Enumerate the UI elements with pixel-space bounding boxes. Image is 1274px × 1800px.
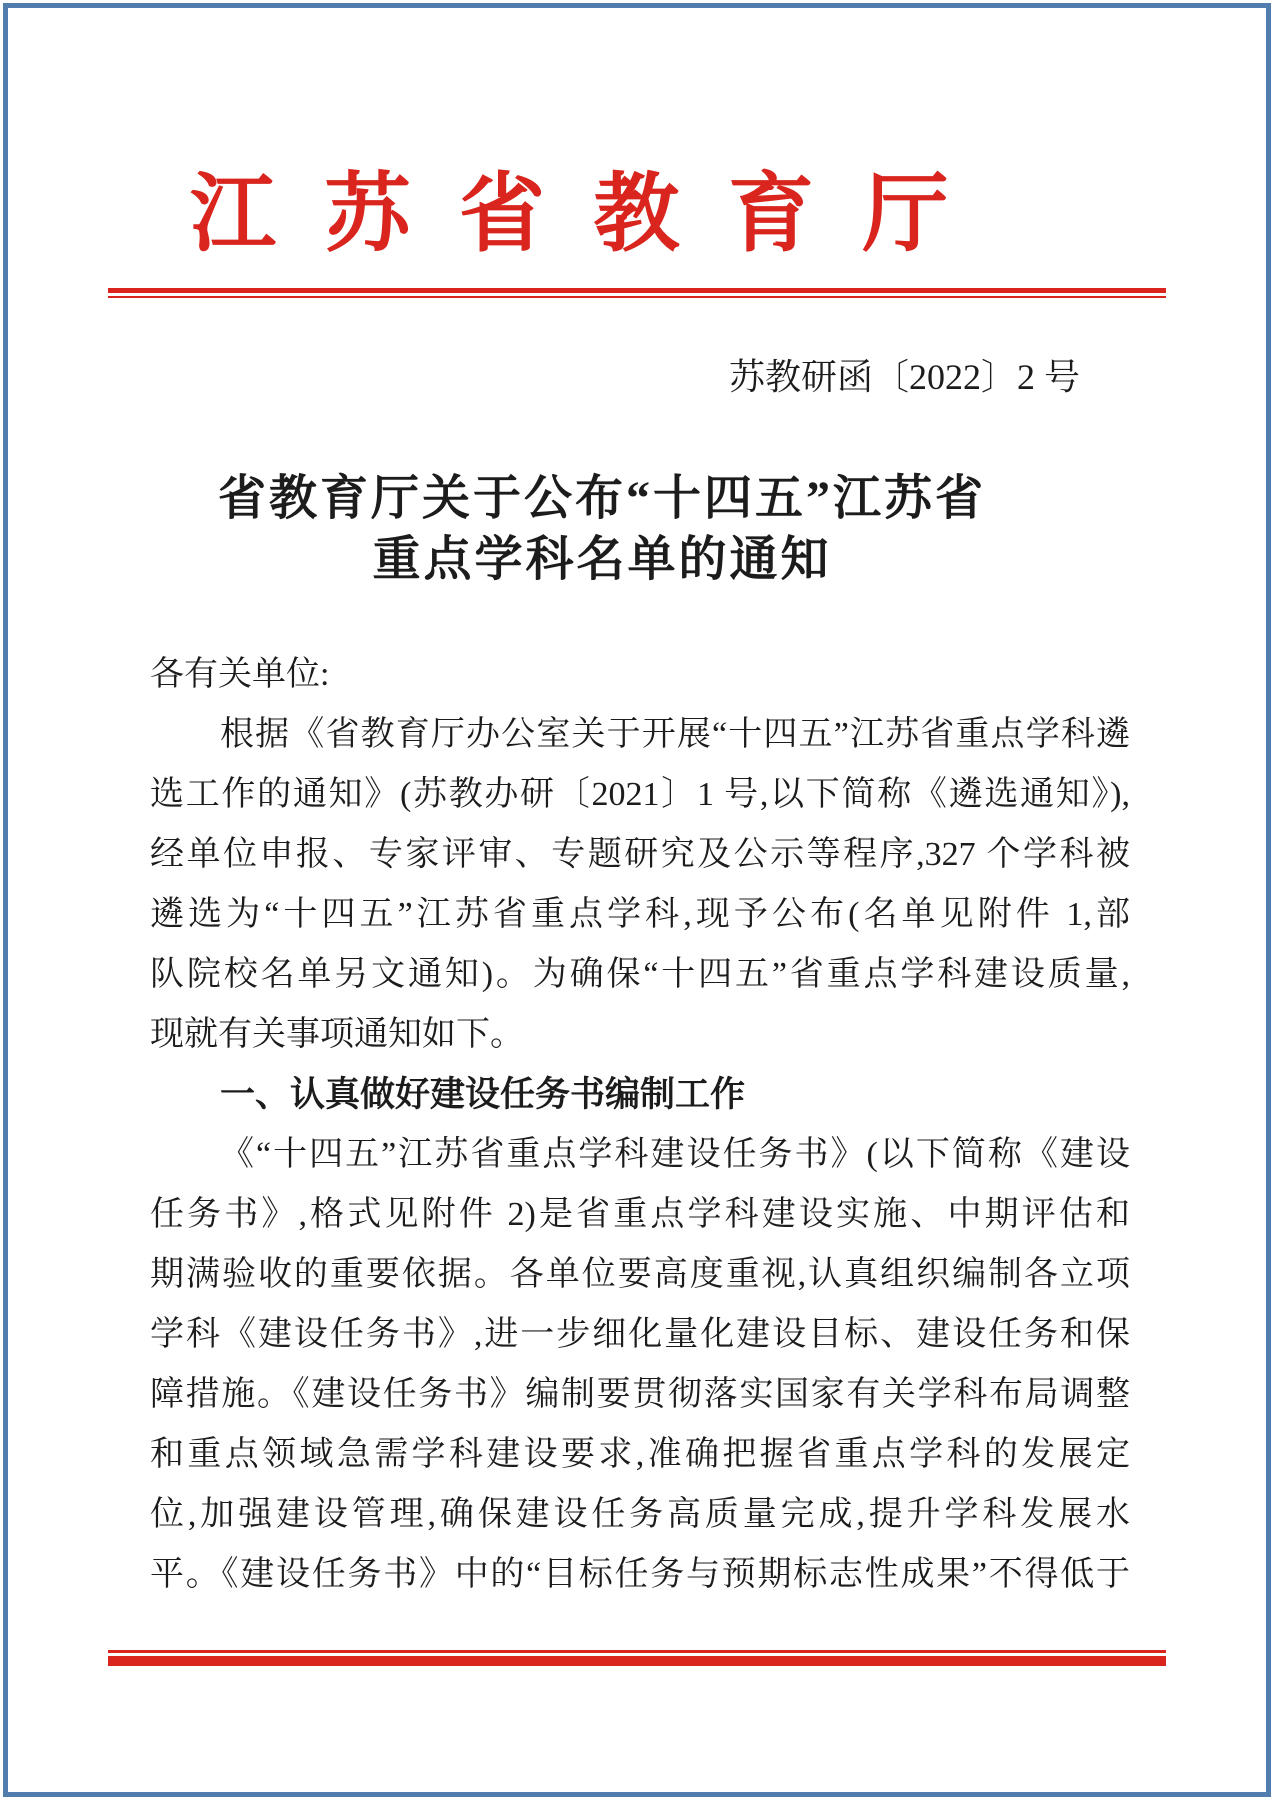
paragraph2-line: 学科《建设任务书》,进一步细化量化建设目标、建设任务和保 [150, 1316, 1130, 1353]
paragraph1-line: 经单位申报、专家评审、专题研究及公示等程序,327 个学科被 [150, 836, 1130, 873]
rule-thin-line [108, 296, 1166, 298]
document-title [0, 468, 1204, 590]
paragraph2-line: 和重点领域急需学科建设要求,准确把握省重点学科的发展定 [150, 1436, 1130, 1473]
paragraph2-line: 期满验收的重要依据。各单位要高度重视,认真组织编制各立项 [150, 1256, 1130, 1293]
document-number: 苏教研函〔2022〕2 号 [728, 357, 1080, 397]
paragraph2-line: 平。《建设任务书》中的“目标任务与预期标志性成果”不得低于 [150, 1556, 1130, 1593]
section-heading-1: 一、认真做好建设任务书编制工作 [220, 1075, 746, 1114]
letterhead-org-name: 江 苏 省 教 育 厅 [190, 166, 950, 262]
rule-thick-line [108, 1656, 1166, 1666]
paragraph2-line: 位,加强建设管理,确保建设任务高质量完成,提升学科发展水 [150, 1496, 1130, 1533]
document-title-line2: 重点学科名单的通知 [372, 533, 832, 586]
paragraph1-line: 根据《省教育厅办公室关于开展“十四五”江苏省重点学科遴 [220, 716, 1130, 753]
paragraph2-line: 任务书》,格式见附件 2)是省重点学科建设实施、中期评估和 [150, 1196, 1130, 1233]
footer-double-rule [108, 1650, 1166, 1666]
paragraph1-line: 选工作的通知》(苏教办研〔2021〕1 号,以下简称《遴选通知》), [150, 776, 1130, 813]
paragraph2-line: 《“十四五”江苏省重点学科建设任务书》(以下简称《建设 [220, 1136, 1130, 1173]
paragraph1-line: 队院校名单另文通知)。为确保“十四五”省重点学科建设质量, [150, 956, 1130, 993]
letterhead-double-rule [108, 288, 1166, 298]
paragraph1-line: 遴选为“十四五”江苏省重点学科,现予公布(名单见附件 1,部 [150, 896, 1130, 933]
paragraph2-line: 障措施。《建设任务书》编制要贯彻落实国家有关学科布局调整 [150, 1376, 1130, 1413]
document-body [150, 645, 1130, 1605]
document-title-line1: 省教育厅关于公布“十四五”江苏省 [217, 472, 986, 525]
salutation: 各有关单位: [150, 656, 330, 693]
paragraph1-line: 现就有关事项通知如下。 [150, 1016, 524, 1053]
